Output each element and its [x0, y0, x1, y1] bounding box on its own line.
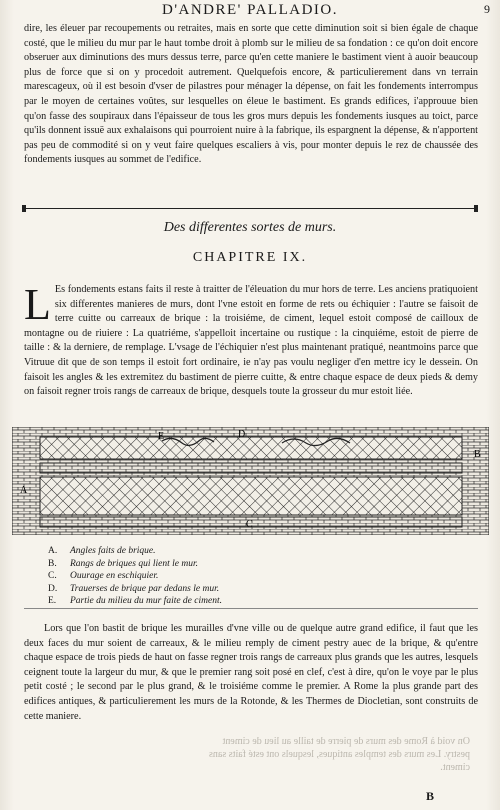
- section-title: Des differentes sortes de murs.: [163, 220, 337, 235]
- chapter-title: CHAPITRE IX.: [192, 250, 308, 265]
- legend-row: B. Rangs de briques qui lient le mur.: [48, 558, 198, 569]
- paragraph-brick-walls: Lors que l'on bastit de brique les murailles d'vne ville ou de quelque autre grand edifice, il faut que les deux faces du mur soient de carreaux, & le milieu remply de ciment pestry auec de la brique, & qu'entre chaque espace de trois pieds de haut on fasse regner trois rangs de carreaux plus grands que les autres, lesquels ceignent toute la largeur du mur, & que le premier rang soit posé en clef, c'est à dire, qu'on le voye par le plus petit costé ; le second par le plus grand, & le troisiéme comme le premier. A Rome la plus grande part des edifices antiques, & particulierement les murs de la Rotonde, & les Thermes de Diocletian, sont construits de cette maniere.: [24, 623, 478, 722]
- figure-label-b: B: [474, 449, 481, 460]
- wall-section-illustration: [12, 427, 489, 535]
- legend-row: E. Partie du milieu du mur faite de ciment.: [48, 596, 222, 606]
- legend-row: D. Trauerses de brique par dedans le mur.: [48, 583, 220, 594]
- legend-row: A. Angles faits de brique.: [48, 546, 156, 556]
- section-divider: [22, 208, 478, 209]
- legend-row: C. Ouurage en eschiquier.: [48, 571, 159, 581]
- figure-label-a: A: [20, 485, 28, 496]
- paragraph-wall-types: [24, 280, 478, 400]
- bleed-through-text: On void à Rome des murs de pierre de taille au lieu de ciment pestry. Les murs des temples antiques, lesquels ont esté faits sans ciment.: [209, 736, 470, 773]
- figure-label-e: E: [158, 431, 165, 442]
- page-number: 9: [484, 2, 490, 16]
- paragraph-wall-types-text: Es fondements estans faits il reste à traitter de l'éleuation du mur hors de terre. Les anciens pratiquoient six differentes manieres de murs, dont l'vne estoit en forme de rets ou échiquier : l'autre se faisoit de terre cuitte ou carreaux de brique : la troisiéme, de ciment, lequel estoit composé de cailloux de montagne ou de riuiere : La quatriéme, s'appelloit incertaine ou rustique : la cinquiéme, estoit de pierre de taille : & la derniere, de remplage. L'vsage de l'échiquier n'est plus maintenant pratiqué, neantmoins parce que Vitruue dit que de son temps il estoit fort ordinaire, ie n'ay pas voulu negliger d'en mettre icy le dessein. On faisoit les angles & les extremitez du bastiment de pierre cuitte, & entre chaque espace de deux pieds & demy on faisoit regner trois rangs de carreaux de brique, desquels toute la grosseur du mur estoit liée.: [24, 284, 478, 398]
- figure-label-d: D: [238, 429, 246, 440]
- figure-legend: [48, 546, 468, 609]
- running-head: D'ANDRE' PALLADIO.: [161, 2, 339, 18]
- legend-divider: [24, 608, 478, 609]
- drop-cap: L: [24, 280, 51, 329]
- figure-label-c: C: [246, 519, 253, 530]
- signature-mark: B: [425, 789, 434, 803]
- paragraph-foundations: dire, les éleuer par recoupements ou retraites, mais en sorte que cette diminution soit si bien égale de chaque costé, que le milieu du mur par le haut tombe droit à plomb sur le milieu de sa fondation : ce qu'on doit encore obseruer aux diminutions des murs dessus terre, parce qu'en cette maniere le bastiment vient à auoir beaucoup plus de force que si on y procedoit autrement. Quelquefois encore, & particulierement dans vn terrain marescageux, où il est besoin d'vser de pilastres pour ménager la dépense, on fait les fondements interrompus par le moyen de certaines voûtes, sur lesquelles on éleue le bastiment. Es grands edifices, i'approuue bien qu'on fasse des soupiraux dans l'épaisseur de tous les gros murs depuis les fondements iusques au toict, parce qu'ils donnent issuë aux exhalaisons qui pourroient nuire à la fabrique, ils espargnent la dépense, & n'apportent pas peu de commodité si on y veut faire quelques escaliers à vis, pour monter depuis le rez de chaussée des fondements iusques au sommet de l'edifice.: [24, 23, 478, 166]
